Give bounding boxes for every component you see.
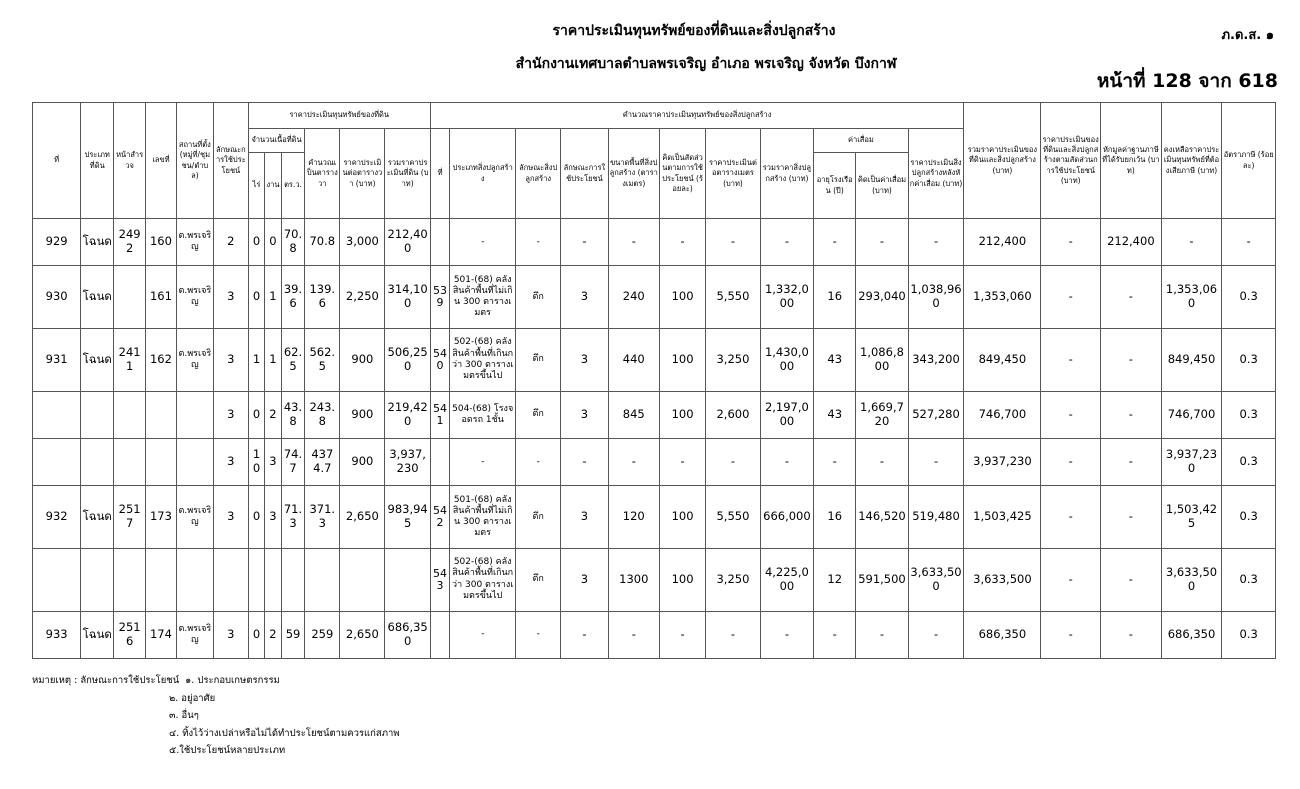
cell-building-after-dep: - — [908, 219, 964, 266]
col-building-after-dep: ราคาประเมินสิ่งปลูกสร้างหลังหักค่าเสื่อม (บาท) — [908, 129, 964, 219]
cell-building-ratio: 100 — [659, 486, 705, 549]
cell-price-per-wa: 900 — [340, 391, 385, 438]
cell-age: - — [814, 438, 856, 485]
cell-page-survey: 2517 — [114, 486, 146, 549]
cell-land-total: 686,350 — [385, 611, 430, 658]
cell-page-survey: 2516 — [114, 611, 146, 658]
cell-tax-rate: 0.3 — [1222, 548, 1276, 611]
cell-land-type: โฉนด — [81, 266, 114, 329]
cell-price-per-wa: 900 — [340, 328, 385, 391]
cell-building-no: 541 — [430, 391, 450, 438]
cell-building-total: 4,225,000 — [760, 548, 813, 611]
cell-building-usage: 3 — [561, 391, 608, 438]
cell-location: ต.พรเจริญ — [176, 219, 213, 266]
cell-location: ต.พรเจริญ — [176, 266, 213, 329]
col-location: สถานที่ตั้ง(หมู่ที่/ชุมชน/ตำบล) — [176, 103, 213, 219]
cell-land-type: โฉนด — [81, 611, 114, 658]
cell-building-usage: 3 — [561, 328, 608, 391]
cell-land-total: 314,100 — [385, 266, 430, 329]
col-building-type: ประเภทสิ่งปลูกสร้าง — [450, 129, 516, 219]
cell-building-total: - — [760, 219, 813, 266]
col-tax-rate: อัตราภาษี (ร้อยละ) — [1222, 103, 1276, 219]
cell-building-no: 542 — [430, 486, 450, 549]
cell-price-per-wa: 900 — [340, 438, 385, 485]
cell-dep-value: 1,669,720 — [856, 391, 908, 438]
cell-land-type — [81, 438, 114, 485]
cell-building-total: - — [760, 611, 813, 658]
notes — [32, 672, 400, 760]
cell-calc-wa: 371.3 — [305, 486, 340, 549]
cell-location: ต.พรเจริญ — [176, 328, 213, 391]
cell-building-after-dep: 3,633,500 — [908, 548, 964, 611]
cell-no: 931 — [33, 328, 81, 391]
cell-exemption: - — [1101, 328, 1162, 391]
col-dep-value: คิดเป็นค่าเสื่อม (บาท) — [856, 153, 908, 219]
cell-tax-rate: 0.3 — [1222, 611, 1276, 658]
cell-building-ratio: - — [659, 219, 705, 266]
cell-land-type: โฉนด — [81, 219, 114, 266]
cell-share-value: - — [1041, 486, 1101, 549]
cell-building-no — [430, 611, 450, 658]
cell-building-usage: 3 — [561, 266, 608, 329]
col-building-total: รวมราคาสิ่งปลูกสร้าง (บาท) — [760, 129, 813, 219]
cell-rai: 0 — [248, 486, 264, 549]
cell-rai — [248, 548, 264, 611]
cell-grand-total: 686,350 — [964, 611, 1041, 658]
cell-page-survey — [114, 391, 146, 438]
cell-ngan: 0 — [265, 219, 281, 266]
cell-building-total: 2,197,000 — [760, 391, 813, 438]
cell-price-per-wa: 2,650 — [340, 611, 385, 658]
cell-calc-wa: 562.5 — [305, 328, 340, 391]
cell-building-size: 845 — [608, 391, 659, 438]
cell-age: 16 — [814, 266, 856, 329]
cell-land-total: 219,420 — [385, 391, 430, 438]
cell-number: 174 — [146, 611, 177, 658]
cell-building-price-sqm: 3,250 — [706, 328, 760, 391]
cell-building-char: ตึก — [516, 266, 561, 329]
col-no: ที่ — [33, 103, 81, 219]
table-row — [33, 266, 1276, 329]
cell-share-value: - — [1041, 611, 1101, 658]
cell-building-char: - — [516, 438, 561, 485]
cell-no: 930 — [33, 266, 81, 329]
cell-building-price-sqm: - — [706, 219, 760, 266]
group-building-assessment: คำนวณราคาประเมินทุนทรัพย์ของสิ่งปลูกสร้าง — [430, 103, 964, 129]
cell-calc-wa — [305, 548, 340, 611]
cell-building-price-sqm: 5,550 — [706, 266, 760, 329]
cell-building-size: - — [608, 219, 659, 266]
cell-building-type: 502-(68) คลังสินค้าพื้นที่เกินกว่า 300 ตารางเมตรขึ้นไป — [450, 548, 516, 611]
cell-building-price-sqm: 3,250 — [706, 548, 760, 611]
cell-wa: 70.8 — [281, 219, 305, 266]
col-land-total: รวมราคาประเมินที่ดิน (บาท) — [385, 129, 430, 219]
cell-wa: 43.8 — [281, 391, 305, 438]
cell-building-total: - — [760, 438, 813, 485]
cell-no: 933 — [33, 611, 81, 658]
cell-building-after-dep: 519,480 — [908, 486, 964, 549]
cell-grand-total: 3,937,230 — [964, 438, 1041, 485]
note-item: ๔. ทิ้งไว้ว่างเปล่าหรือไม่ได้ทำประโยชน์ตามควรแก่สภาพ — [169, 727, 400, 739]
col-depreciation: ค่าเสื่อม — [814, 129, 909, 153]
cell-location — [176, 391, 213, 438]
col-building-size: ขนาดพื้นที่สิ่งปลูกสร้าง (ตารางเมตร) — [608, 129, 659, 219]
cell-no — [33, 548, 81, 611]
col-usage: ลักษณะการใช้ประโยชน์ — [213, 103, 248, 219]
cell-page-survey — [114, 438, 146, 485]
cell-tax-rate: 0.3 — [1222, 391, 1276, 438]
col-land-type: ประเภทที่ดิน — [81, 103, 114, 219]
cell-page-survey — [114, 548, 146, 611]
cell-exemption: - — [1101, 486, 1162, 549]
cell-taxable: 849,450 — [1161, 328, 1222, 391]
cell-location: ต.พรเจริญ — [176, 486, 213, 549]
col-ngan: งาน — [265, 153, 281, 219]
cell-building-char: ตึก — [516, 391, 561, 438]
cell-building-no — [430, 219, 450, 266]
table-body — [33, 219, 1276, 659]
cell-land-type — [81, 548, 114, 611]
col-building-usage: ลักษณะการใช้ประโยชน์ — [561, 129, 608, 219]
cell-dep-value: - — [856, 611, 908, 658]
table-row — [33, 611, 1276, 658]
cell-wa: 71.3 — [281, 486, 305, 549]
col-building-price-sqm: ราคาประเมินต่อตารางเมตร (บาท) — [706, 129, 760, 219]
cell-building-size: 440 — [608, 328, 659, 391]
cell-age: 16 — [814, 486, 856, 549]
cell-number — [146, 391, 177, 438]
cell-building-no — [430, 438, 450, 485]
cell-building-after-dep: - — [908, 438, 964, 485]
cell-land-type: โฉนด — [81, 486, 114, 549]
cell-share-value: - — [1041, 438, 1101, 485]
table-row — [33, 219, 1276, 266]
cell-building-after-dep: 343,200 — [908, 328, 964, 391]
cell-usage: 3 — [213, 611, 248, 658]
note-item: ๒. อยู่อาศัย — [169, 692, 216, 704]
cell-calc-wa: 70.8 — [305, 219, 340, 266]
cell-tax-rate: 0.3 — [1222, 438, 1276, 485]
col-page-survey: หน้าสำรวจ — [114, 103, 146, 219]
cell-wa — [281, 548, 305, 611]
cell-building-no: 543 — [430, 548, 450, 611]
cell-ngan: 3 — [265, 486, 281, 549]
cell-land-type: โฉนด — [81, 328, 114, 391]
table-row — [33, 548, 1276, 611]
cell-usage — [213, 548, 248, 611]
cell-rai: 0 — [248, 266, 264, 329]
cell-wa: 59 — [281, 611, 305, 658]
note-item: ๕.ใช้ประโยชน์หลายประเภท — [169, 745, 286, 756]
cell-tax-rate: - — [1222, 219, 1276, 266]
cell-building-after-dep: - — [908, 611, 964, 658]
cell-building-usage: - — [561, 219, 608, 266]
cell-dep-value: - — [856, 438, 908, 485]
col-building-char: ลักษณะสิ่งปลูกสร้าง — [516, 129, 561, 219]
cell-share-value: - — [1041, 266, 1101, 329]
cell-calc-wa: 139.6 — [305, 266, 340, 329]
cell-land-total: 3,937,230 — [385, 438, 430, 485]
cell-no — [33, 438, 81, 485]
cell-location: ต.พรเจริญ — [176, 611, 213, 658]
cell-building-type: 502-(68) คลังสินค้าพื้นที่เกินกว่า 300 ตารางเมตรขึ้นไป — [450, 328, 516, 391]
cell-taxable: 746,700 — [1161, 391, 1222, 438]
cell-age: - — [814, 219, 856, 266]
cell-exemption: - — [1101, 548, 1162, 611]
table-header — [33, 103, 1276, 219]
cell-exemption: - — [1101, 438, 1162, 485]
cell-building-no: 540 — [430, 328, 450, 391]
col-number: เลขที่ — [146, 103, 177, 219]
col-building-no: ที่ — [430, 129, 450, 219]
cell-tax-rate: 0.3 — [1222, 486, 1276, 549]
cell-rai: 0 — [248, 219, 264, 266]
cell-building-price-sqm: 2,600 — [706, 391, 760, 438]
cell-building-total: 666,000 — [760, 486, 813, 549]
cell-rai: 0 — [248, 611, 264, 658]
cell-building-char: ตึก — [516, 548, 561, 611]
cell-calc-wa: 4374.7 — [305, 438, 340, 485]
cell-usage: 3 — [213, 486, 248, 549]
col-rai: ไร่ — [248, 153, 264, 219]
cell-building-after-dep: 527,280 — [908, 391, 964, 438]
col-share-value: ราคาประเมินของที่ดินและสิ่งปลูกสร้างตามสัดส่วนการใช้ประโยชน์ (บาท) — [1041, 103, 1101, 219]
cell-building-type: 501-(68) คลังสินค้าพื้นที่ไม่เกิน 300 ตารางเมตร — [450, 486, 516, 549]
cell-ngan: 2 — [265, 611, 281, 658]
cell-ngan: 1 — [265, 328, 281, 391]
cell-usage: 3 — [213, 328, 248, 391]
cell-no: 932 — [33, 486, 81, 549]
cell-building-char: - — [516, 611, 561, 658]
cell-building-ratio: 100 — [659, 548, 705, 611]
cell-exemption: 212,400 — [1101, 219, 1162, 266]
cell-exemption: - — [1101, 611, 1162, 658]
col-price-per-wa: ราคาประเมินต่อตารางวา (บาท) — [340, 129, 385, 219]
cell-building-total: 1,430,000 — [760, 328, 813, 391]
cell-building-price-sqm: - — [706, 611, 760, 658]
cell-exemption: - — [1101, 266, 1162, 329]
cell-exemption: - — [1101, 391, 1162, 438]
cell-grand-total: 1,503,425 — [964, 486, 1041, 549]
cell-building-ratio: 100 — [659, 266, 705, 329]
cell-number — [146, 438, 177, 485]
assessment-table — [32, 102, 1276, 659]
cell-share-value: - — [1041, 328, 1101, 391]
cell-usage: 3 — [213, 391, 248, 438]
cell-building-usage: - — [561, 438, 608, 485]
cell-number: 161 — [146, 266, 177, 329]
cell-land-type — [81, 391, 114, 438]
cell-age: 12 — [814, 548, 856, 611]
cell-share-value: - — [1041, 548, 1101, 611]
cell-building-size: 120 — [608, 486, 659, 549]
col-grand-total: รวมราคาประเมินของที่ดินและสิ่งปลูกสร้าง (บาท) — [964, 103, 1041, 219]
notes-first-line — [32, 672, 400, 690]
notes-label: หมายเหตุ : ลักษณะการใช้ประโยชน์ — [32, 675, 180, 686]
cell-page-survey — [114, 266, 146, 329]
cell-share-value: - — [1041, 391, 1101, 438]
cell-age: - — [814, 611, 856, 658]
cell-share-value: - — [1041, 219, 1101, 266]
cell-building-size: - — [608, 438, 659, 485]
cell-ngan: 3 — [265, 438, 281, 485]
cell-calc-wa: 243.8 — [305, 391, 340, 438]
cell-price-per-wa: 2,250 — [340, 266, 385, 329]
table-row — [33, 391, 1276, 438]
cell-age: 43 — [814, 328, 856, 391]
cell-building-char: ตึก — [516, 328, 561, 391]
cell-building-total: 1,332,000 — [760, 266, 813, 329]
cell-building-price-sqm: - — [706, 438, 760, 485]
cell-building-type: - — [450, 611, 516, 658]
col-calc-wa: คำนวณเป็นตารางวา — [305, 129, 340, 219]
col-age: อายุโรงเรือน (ปี) — [814, 153, 856, 219]
cell-land-total — [385, 548, 430, 611]
cell-rai: 0 — [248, 391, 264, 438]
cell-dep-value: 146,520 — [856, 486, 908, 549]
cell-taxable: 3,937,230 — [1161, 438, 1222, 485]
cell-price-per-wa: 2,650 — [340, 486, 385, 549]
cell-land-total: 506,250 — [385, 328, 430, 391]
cell-building-ratio: - — [659, 611, 705, 658]
note-item: ๓. อื่นๆ — [169, 710, 199, 721]
cell-no — [33, 391, 81, 438]
cell-usage: 3 — [213, 438, 248, 485]
cell-number: 162 — [146, 328, 177, 391]
col-exemption: หักมูลค่าฐานภาษีที่ได้รับยกเว้น (บาท) — [1101, 103, 1162, 219]
table-row — [33, 486, 1276, 549]
group-land-assessment: ราคาประเมินทุนทรัพย์ของที่ดิน — [248, 103, 430, 129]
note-item: ๑. ประกอบเกษตรกรรม — [185, 675, 280, 686]
cell-building-ratio: - — [659, 438, 705, 485]
cell-building-usage: 3 — [561, 486, 608, 549]
cell-calc-wa: 259 — [305, 611, 340, 658]
cell-no: 929 — [33, 219, 81, 266]
cell-page-survey: 2411 — [114, 328, 146, 391]
cell-number: 160 — [146, 219, 177, 266]
cell-location — [176, 438, 213, 485]
cell-grand-total: 212,400 — [964, 219, 1041, 266]
page-number: หน้าที่ 128 จาก 618 — [1096, 70, 1278, 92]
cell-building-usage: - — [561, 611, 608, 658]
cell-usage: 2 — [213, 219, 248, 266]
cell-building-after-dep: 1,038,960 — [908, 266, 964, 329]
form-code: ภ.ด.ส. ๑ — [1221, 28, 1274, 43]
cell-dep-value: 293,040 — [856, 266, 908, 329]
cell-dep-value: 591,500 — [856, 548, 908, 611]
cell-grand-total: 746,700 — [964, 391, 1041, 438]
table-row — [33, 328, 1276, 391]
cell-grand-total: 1,353,060 — [964, 266, 1041, 329]
cell-building-no: 539 — [430, 266, 450, 329]
cell-building-ratio: 100 — [659, 391, 705, 438]
table-row — [33, 438, 1276, 485]
cell-land-total: 212,400 — [385, 219, 430, 266]
cell-age: 43 — [814, 391, 856, 438]
col-taxable: คงเหลือราคาประเมินทุนทรัพย์ที่ต้องเสียภาษี (บาท) — [1161, 103, 1222, 219]
cell-building-size: 240 — [608, 266, 659, 329]
cell-wa: 62.5 — [281, 328, 305, 391]
cell-price-per-wa — [340, 548, 385, 611]
cell-taxable: - — [1161, 219, 1222, 266]
cell-number — [146, 548, 177, 611]
cell-ngan: 2 — [265, 391, 281, 438]
cell-taxable: 686,350 — [1161, 611, 1222, 658]
cell-building-char: - — [516, 219, 561, 266]
cell-wa: 39.6 — [281, 266, 305, 329]
cell-taxable: 1,503,425 — [1161, 486, 1222, 549]
cell-usage: 3 — [213, 266, 248, 329]
cell-grand-total: 3,633,500 — [964, 548, 1041, 611]
cell-building-type: 501-(68) คลังสินค้าพื้นที่ไม่เกิน 300 ตารางเมตร — [450, 266, 516, 329]
cell-building-price-sqm: 5,550 — [706, 486, 760, 549]
cell-building-char: ตึก — [516, 486, 561, 549]
cell-taxable: 3,633,500 — [1161, 548, 1222, 611]
cell-ngan: 1 — [265, 266, 281, 329]
report-subtitle: สำนักงานเทศบาลตำบลพรเจริญ อำเภอ พรเจริญ จังหวัด บึงกาฬ — [515, 56, 897, 72]
cell-tax-rate: 0.3 — [1222, 266, 1276, 329]
cell-page-survey: 2492 — [114, 219, 146, 266]
cell-building-size: 1300 — [608, 548, 659, 611]
cell-ngan — [265, 548, 281, 611]
cell-building-type: 504-(68) โรงจอดรถ 1ชั้น — [450, 391, 516, 438]
cell-building-type: - — [450, 438, 516, 485]
cell-dep-value: - — [856, 219, 908, 266]
cell-building-ratio: 100 — [659, 328, 705, 391]
cell-location — [176, 548, 213, 611]
cell-building-type: - — [450, 219, 516, 266]
cell-rai: 1 — [248, 328, 264, 391]
cell-rai: 10 — [248, 438, 264, 485]
cell-tax-rate: 0.3 — [1222, 328, 1276, 391]
cell-land-total: 983,945 — [385, 486, 430, 549]
cell-taxable: 1,353,060 — [1161, 266, 1222, 329]
cell-dep-value: 1,086,800 — [856, 328, 908, 391]
report-title: ราคาประเมินทุนทรัพย์ของที่ดินและสิ่งปลูกสร้าง — [552, 23, 836, 39]
cell-building-usage: 3 — [561, 548, 608, 611]
cell-grand-total: 849,450 — [964, 328, 1041, 391]
cell-number: 173 — [146, 486, 177, 549]
cell-building-size: - — [608, 611, 659, 658]
col-building-ratio: คิดเป็นสัดส่วนตามการใช้ประโยชน์ (ร้อยละ) — [659, 129, 705, 219]
col-area: จำนวนเนื้อที่ดิน — [248, 129, 305, 153]
col-wa: ตร.ว. — [281, 153, 305, 219]
cell-price-per-wa: 3,000 — [340, 219, 385, 266]
cell-wa: 74.7 — [281, 438, 305, 485]
